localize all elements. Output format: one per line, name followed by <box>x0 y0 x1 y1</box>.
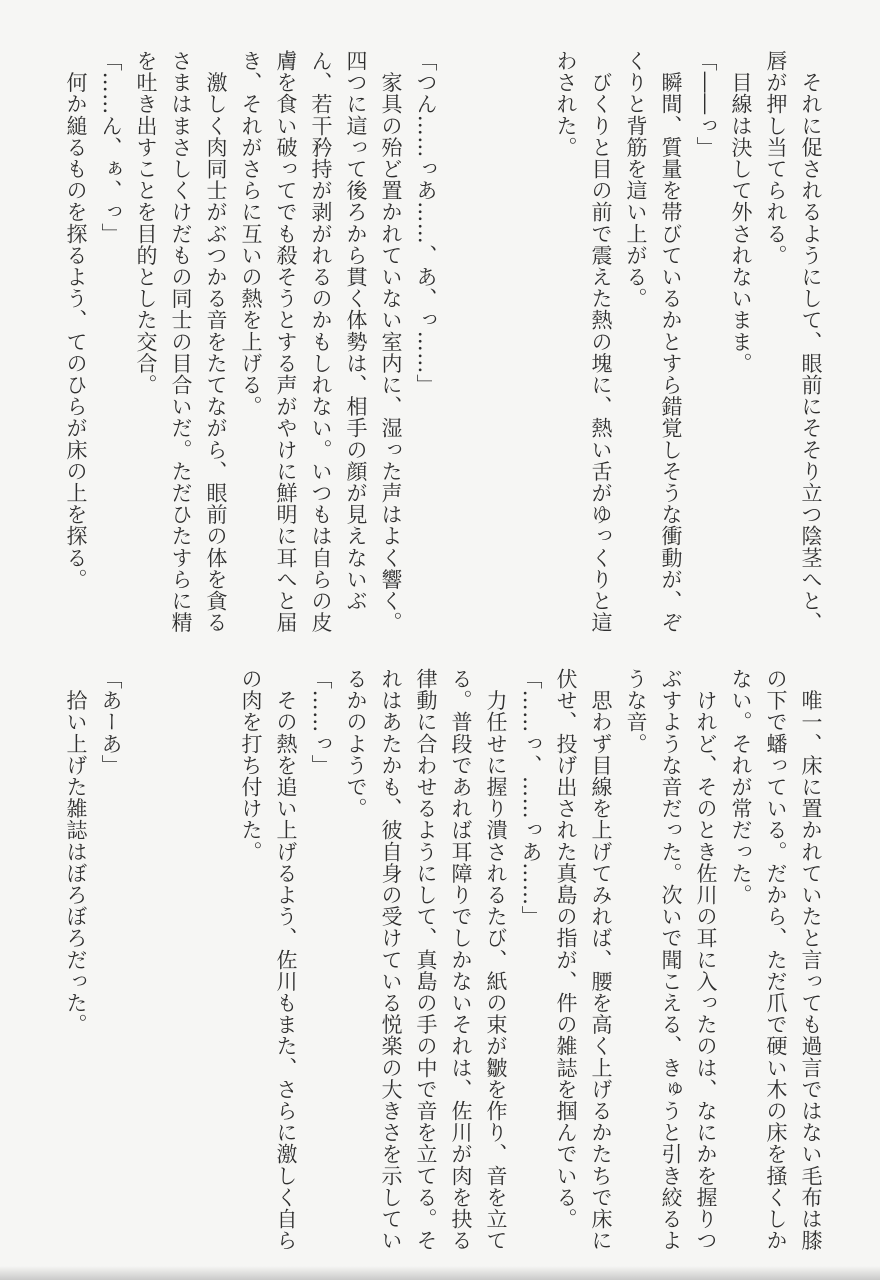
text-line: 「……っ、……っあ……」 <box>519 668 543 928</box>
text-line: る。普段であれば耳障りでしかないそれは、佐川が肉を抉る <box>449 668 473 1252</box>
text-line: 唯一、床に置かれていたと言っても過言ではない毛布は膝 <box>799 668 823 1252</box>
blank-line <box>163 668 198 1268</box>
text-line: びくりと目の前で震えた熱の塊に、熱い舌がゆっくりと這 <box>589 50 613 634</box>
text-line: 律動に合わせるようにして、真島の手の中で音を立てる。そ <box>414 668 438 1252</box>
text-line: ん、若干矜持が剥がれるのかもしれない。いつもは自らの皮 <box>309 50 333 634</box>
blank-line <box>478 50 513 650</box>
text-line: 「つん……っあ……、あ、っ……」 <box>414 50 438 396</box>
text-line: それに促されるようにして、眼前にそそり立つ陰茎へと、 <box>799 50 823 634</box>
text-line: その熱を追い上げるよう、佐川もまた、さらに激しく自ら <box>274 668 298 1252</box>
text-line: 「――っ」 <box>694 50 718 158</box>
blank-line <box>443 50 478 650</box>
text-line: 目線は決して外されないまま。 <box>729 50 753 374</box>
text-line: 「……っ」 <box>309 668 333 776</box>
text-line: 唇が押し当てられる。 <box>764 50 788 266</box>
text-line: けれど、そのとき佐川の耳に入ったのは、なにかを握りつ <box>694 668 718 1252</box>
text-line: わされた。 <box>554 50 578 158</box>
text-line: ない。それが常だった。 <box>729 668 753 906</box>
blank-line <box>513 50 548 650</box>
blank-line <box>198 668 233 1268</box>
text-line: 家具の殆ど置かれていない室内に、湿った声はよく響く。 <box>379 50 403 634</box>
upper-text-block <box>58 50 828 650</box>
text-line: 瞬間、質量を帯びているかとすら錯覚しそうな衝動が、ぞ <box>659 50 683 634</box>
text-line: くりと背筋を這い上がる。 <box>624 50 648 310</box>
text-line: 「あーあ」 <box>99 668 123 776</box>
text-line: 拾い上げた雑誌はぼろぼろだった。 <box>64 668 88 1036</box>
text-line: 力任せに握り潰されるたび、紙の束が皺を作り、音を立て <box>484 668 508 1252</box>
text-line: 四つに這って後ろから貫く体勢は、相手の顔が見えないぶ <box>344 50 368 612</box>
text-line: 伏せ、投げ出された真島の指が、件の雑誌を掴んでいる。 <box>554 668 578 1230</box>
text-line: ぶすような音だった。次いで聞こえる、きゅうと引き絞るよ <box>659 668 683 1252</box>
text-line: れはあたかも、彼自身の受けている悦楽の大きさを示してい <box>379 668 403 1252</box>
text-line: るかのようで。 <box>344 668 368 820</box>
text-line: 思わず目線を上げてみれば、腰を高く上げるかたちで床に <box>589 668 613 1252</box>
text-line: 「……ん、ぁ、っ」 <box>99 50 123 245</box>
text-line: を吐き出すことを目的とした交合。 <box>134 50 158 396</box>
text-line: うな音。 <box>624 668 648 755</box>
lower-text-block <box>58 668 828 1268</box>
text-line: 何か縋るものを探るよう、てのひらが床の上を探る。 <box>64 50 88 590</box>
blank-line <box>128 668 163 1268</box>
text-line: き、それがさらに互いの熱を上げる。 <box>239 50 263 418</box>
page-edge-shadow <box>0 1266 880 1280</box>
text-line: 激しく肉同士がぶつかる音をたてながら、眼前の体を貪る <box>204 50 228 634</box>
text-line: 膚を食い破ってでも殺そうとする声がやけに鮮明に耳へと届 <box>274 50 298 634</box>
text-line: の肉を打ち付けた。 <box>239 668 263 863</box>
text-line: の下で蟠っている。だから、ただ爪で硬い木の床を掻くしか <box>764 668 788 1252</box>
text-line: さまはまさしくけだもの同士の目合いだ。ただひたすらに精 <box>169 50 193 634</box>
